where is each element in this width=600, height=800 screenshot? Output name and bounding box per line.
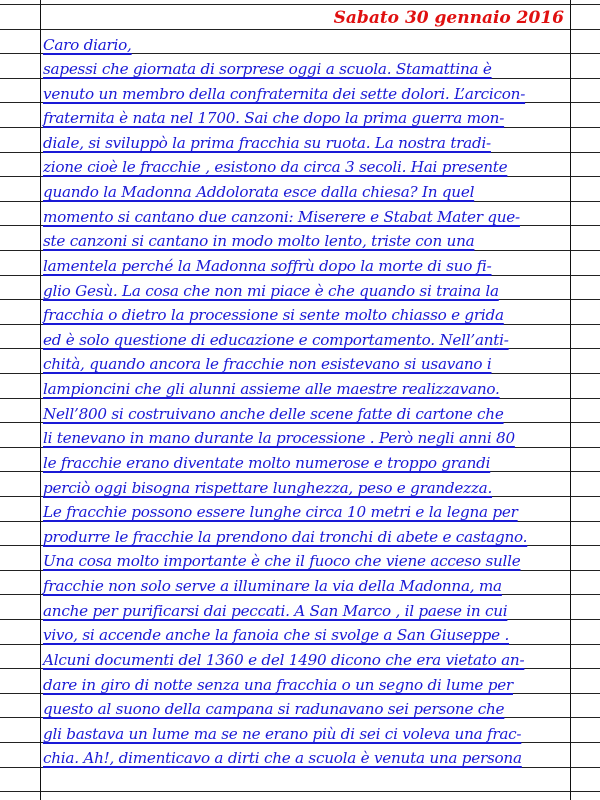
text-line: diale, si sviluppò la prima fracchia su ruota. La nostra tradi- — [43, 134, 491, 152]
text-line: venuto un membro della confraternita dei sette dolori. L’arcicon- — [43, 85, 526, 103]
text-line: zione cioè le fracchie , esistono da circa 3 secoli. Hai presente — [43, 158, 508, 176]
text-line: produrre le fracchie la prendono dai tronchi di abete e castagno. — [43, 528, 528, 546]
text-line: Nell’800 si costruivano anche delle scene fatte di cartone che — [43, 405, 504, 423]
text-line: glio Gesù. La cosa che non mi piace è che quando si traina la — [43, 282, 499, 300]
text-line: questo al suono della campana si radunavano sei persone che — [43, 700, 505, 718]
text-line: perciò oggi bisogna rispettare lunghezza, peso e grandezza. — [43, 479, 493, 497]
text-line: quando la Madonna Addolorata esce dalla chiesa? In quel — [43, 183, 475, 201]
left-margin-line — [40, 0, 41, 800]
text-line: Alcuni documenti del 1360 e del 1490 dicono che era vietato an- — [43, 651, 525, 669]
text-line: lamentela perché la Madonna soffrù dopo la morte di suo fi- — [43, 257, 492, 275]
text-line: anche per purificarsi dai peccati. A San Marco , il paese in cui — [43, 602, 508, 620]
diary-date: Sabato 30 gennaio 2016 — [333, 8, 564, 28]
text-line: li tenevano in mano durante la processione . Però negli anni 80 — [43, 429, 515, 447]
text-line: Una cosa molto importante è che il fuoco che viene acceso sulle — [43, 552, 521, 570]
text-line: lampioncini che gli alunni assieme alle maestre realizzavano. — [43, 380, 500, 398]
text-line: sapessi che giornata di sorprese oggi a scuola. Stamattina è — [43, 60, 492, 78]
text-line: gli bastava un lume ma se ne erano più di sei ci voleva una frac- — [43, 725, 522, 743]
text-line: momento si cantano due canzoni: Miserere e Stabat Mater que- — [43, 208, 520, 226]
text-line: chità, quando ancora le fracchie non esistevano si usavano i — [43, 355, 492, 373]
right-margin-line — [570, 0, 571, 800]
text-line: fracchie non solo serve a illuminare la via della Madonna, ma — [43, 577, 502, 595]
text-line: le fracchie erano diventate molto numerose e troppo grandi — [43, 454, 491, 472]
text-line: ed è solo questione di educazione e comportamento. Nell’anti- — [43, 331, 509, 349]
text-line: chia. Ah!, dimenticavo a dirti che a scuola è venuta una persona — [43, 749, 522, 767]
text-line: ste canzoni si cantano in modo molto lento, triste con una — [43, 232, 475, 250]
ruled-line — [0, 4, 600, 5]
text-line: dare in giro di notte senza una fracchia o un segno di lume per — [43, 676, 513, 694]
text-line: Caro diario, — [43, 36, 132, 54]
text-line: fraternita è nata nel 1700. Sai che dopo la prima guerra mon- — [43, 109, 505, 127]
text-line: vivo, si accende anche la fanoia che si svolge a San Giuseppe . — [43, 626, 510, 644]
text-line: fracchia o dietro la processione si sente molto chiasso e grida — [43, 306, 504, 324]
ruled-line — [0, 791, 600, 792]
text-line: Le fracchie possono essere lunghe circa 10 metri e la legna per — [43, 503, 518, 521]
